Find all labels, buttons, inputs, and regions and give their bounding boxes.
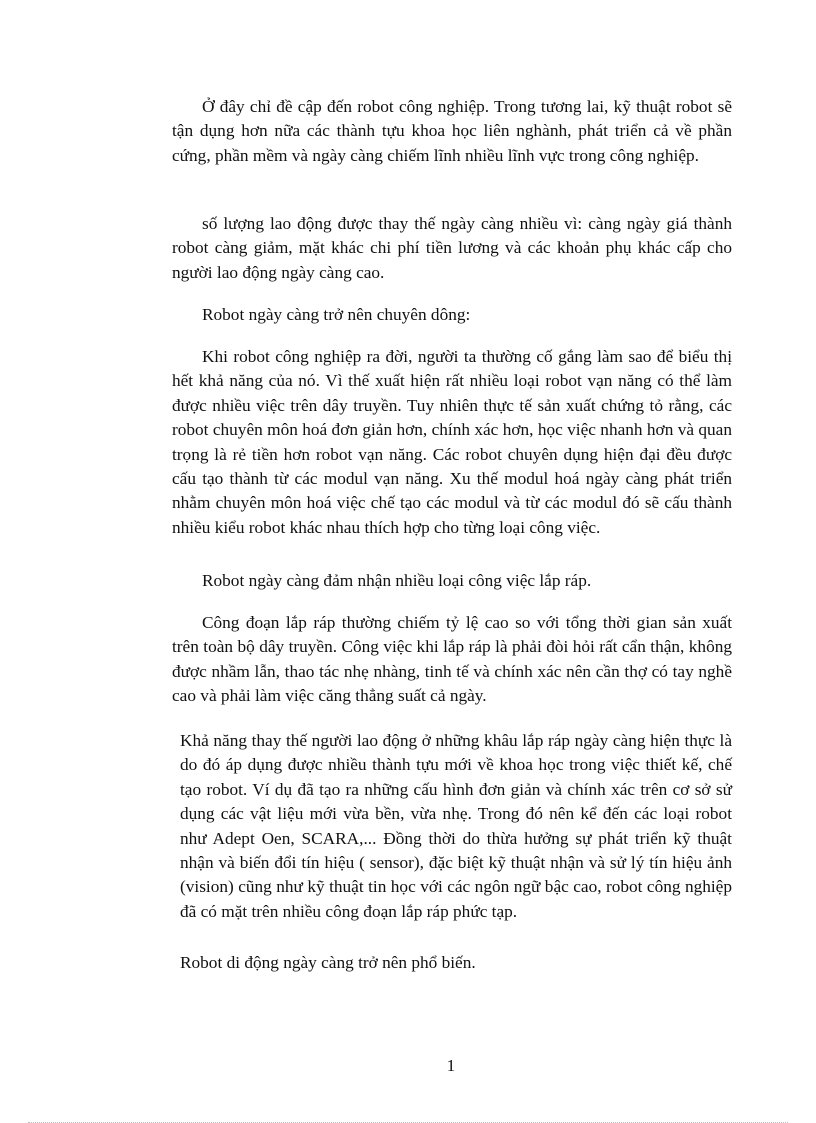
paragraph-industrial-robot-future: Ở đây chỉ đề cập đến robot công nghiệp. Trong tương lai, kỹ thuật robot sẽ tận dụng hơn nữa các thành tựu khoa học liên nghành, phát triển cả về phần cứng, phần mềm và ngày càng chiếm lĩnh nhiều lĩnh vực trong công nghiệp.	[172, 97, 732, 165]
paragraph-assembly-capability: Khả năng thay thế người lao động ở những khâu lắp ráp ngày càng hiện thực là do đó áp dụng được nhiều thành tựu mới về khoa học trong việc thiết kế, chế tạo robot. Ví dụ đã tạo ra những cấu hình đơn giản và chính xác trên cơ sở sử dụng các vật liệu mới vừa bền, vừa nhẹ. Trong đó nên kể đến các loại robot như Adept Oen, SCARA,... Đồng thời do thừa hưởng sự phát triển kỹ thuật nhận và biến đổi tín hiệu ( sensor), đặc biệt kỹ thuật nhận và sử lý tín hiệu ảnh (vision) cũng như kỹ thuật tin học với các ngôn ngữ bậc cao, robot công nghiệp đã có mặt trên nhiều công đoạn lắp ráp phức tạp.	[180, 731, 732, 921]
paragraph-assembly-stage: Công đoạn lắp ráp thường chiếm tỷ lệ cao so với tổng thời gian sản xuất trên toàn bộ dây truyền. Công việc khi lắp ráp là phải đòi hỏi rất cẩn thận, không được nhầm lẫn, thao tác nhẹ nhàng, tinh tế và chính xác nên cần thợ có tay nghề cao và phải làm việc căng thẳng suất cả ngày.	[172, 613, 732, 706]
paragraph-specialized-robots: Khi robot công nghiệp ra đời, người ta thường cố gắng làm sao để biểu thị hết khả năng của nó. Vì thế xuất hiện rất nhiều loại robot vạn năng có thể làm được nhiều việc trên dây truyền. Tuy nhiên thực tế sản xuất chứng tỏ rằng, các robot chuyên môn hoá đơn giản hơn, chính xác hơn, học việc nhanh hơn và quan trọng là rẻ tiền hơn robot vạn năng. Các robot chuyên dụng hiện đại đều được cấu tạo thành từ các modul vạn năng. Xu thế modul hoá ngày càng phát triển nhằm chuyên môn hoá việc chế tạo các modul và từ các modul đó sẽ cấu thành nhiều kiểu robot khác nhau thích hợp cho từng loại công việc.	[172, 347, 732, 537]
page-number: 1	[446, 1056, 456, 1075]
heading-specialized-robots: Robot ngày càng trở nên chuyên dông:	[202, 305, 471, 324]
heading-assembly-robots: Robot ngày càng đảm nhận nhiều loại công việc lắp ráp.	[202, 571, 592, 590]
paragraph-labor-replacement: số lượng lao động được thay thế ngày càng nhiều vì: càng ngày giá thành robot càng giảm, mặt khác chi phí tiền lương và các khoản phụ khác cấp cho người lao động ngày càng cao.	[172, 214, 732, 282]
heading-mobile-robots: Robot di động ngày càng trở nên phổ biến.	[180, 953, 476, 972]
